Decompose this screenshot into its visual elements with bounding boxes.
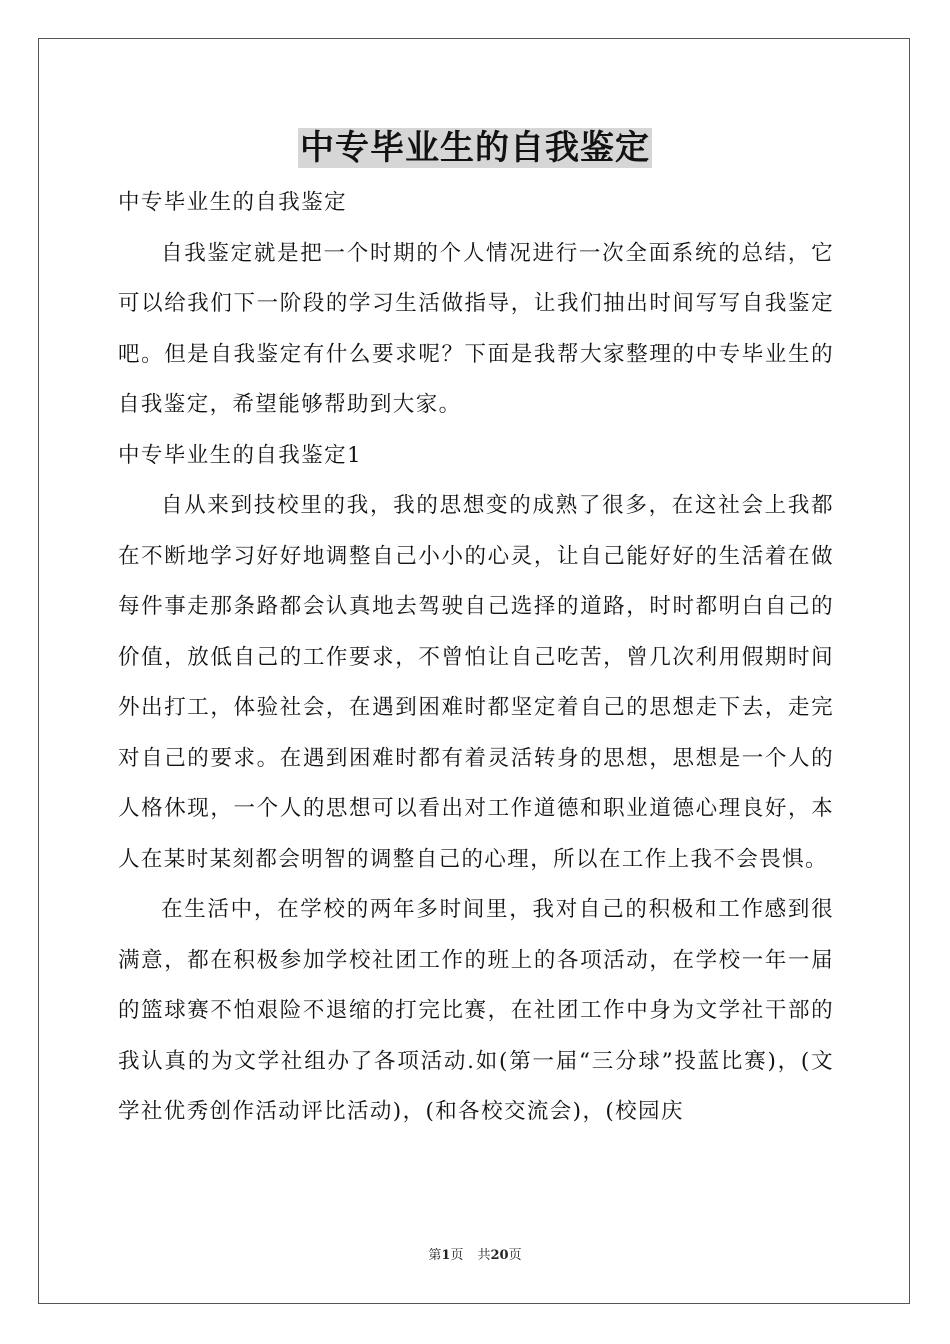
body-paragraph-2: 在生活中，在学校的两年多时间里，我对自己的积极和工作感到很满意，都在积极参加学校社团工作的班上的各项活动，在学校一年一届的篮球赛不怕艰险不退缩的打完比赛，在社团工作中身为文学社干部的我认真的为文学社组办了各项活动.如(第一届“三分球”投蓝比赛)，(文学社优秀创作活动评比活动)，(和各校交流会)，(校园庆 (118, 897, 834, 1124)
document-body (118, 178, 834, 1138)
footer-page-unit: 页 (450, 1248, 464, 1263)
document-subtitle: 中专毕业生的自我鉴定 (118, 190, 348, 215)
footer-total-prefix: 共 (477, 1248, 491, 1263)
intro-paragraph: 自我鉴定就是把一个时期的个人情况进行一次全面系统的总结，它可以给我们下一阶段的学习生活做指导，让我们抽出时间写写自我鉴定吧。但是自我鉴定有什么要求呢？下面是我帮大家整理的中专毕业生的自我鉴定，希望能够帮助到大家。 (118, 240, 834, 417)
footer-total-unit: 页 (508, 1248, 522, 1263)
document-title-text: 中专毕业生的自我鉴定 (300, 128, 650, 168)
page-footer (0, 1246, 950, 1266)
section-heading: 中专毕业生的自我鉴定1 (118, 442, 363, 468)
footer-page-prefix: 第 (428, 1248, 442, 1263)
footer-page-total: 20 (490, 1248, 509, 1263)
document-title (0, 124, 950, 172)
footer-page-current: 1 (441, 1248, 451, 1263)
body-paragraph-1: 自从来到技校里的我，我的思想变的成熟了很多，在这社会上我都在不断地学习好好地调整自己小小的心灵，让自己能好好的生活着在做每件事走那条路都会认真地去驾驶自己选择的道路，时时都明白自己的价值，放低自己的工作要求，不曾怕让自己吃苦，曾几次利用假期时间外出打工，体验社会，在遇到困难时都坚定着自己的思想走下去，走完对自己的要求。在遇到困难时都有着灵活转身的思想，思想是一个人的人格休现，一个人的思想可以看出对工作道德和职业道德心理良好，本人在某时某刻都会明智的调整自己的心理，所以在工作上我不会畏惧。 (118, 493, 834, 872)
